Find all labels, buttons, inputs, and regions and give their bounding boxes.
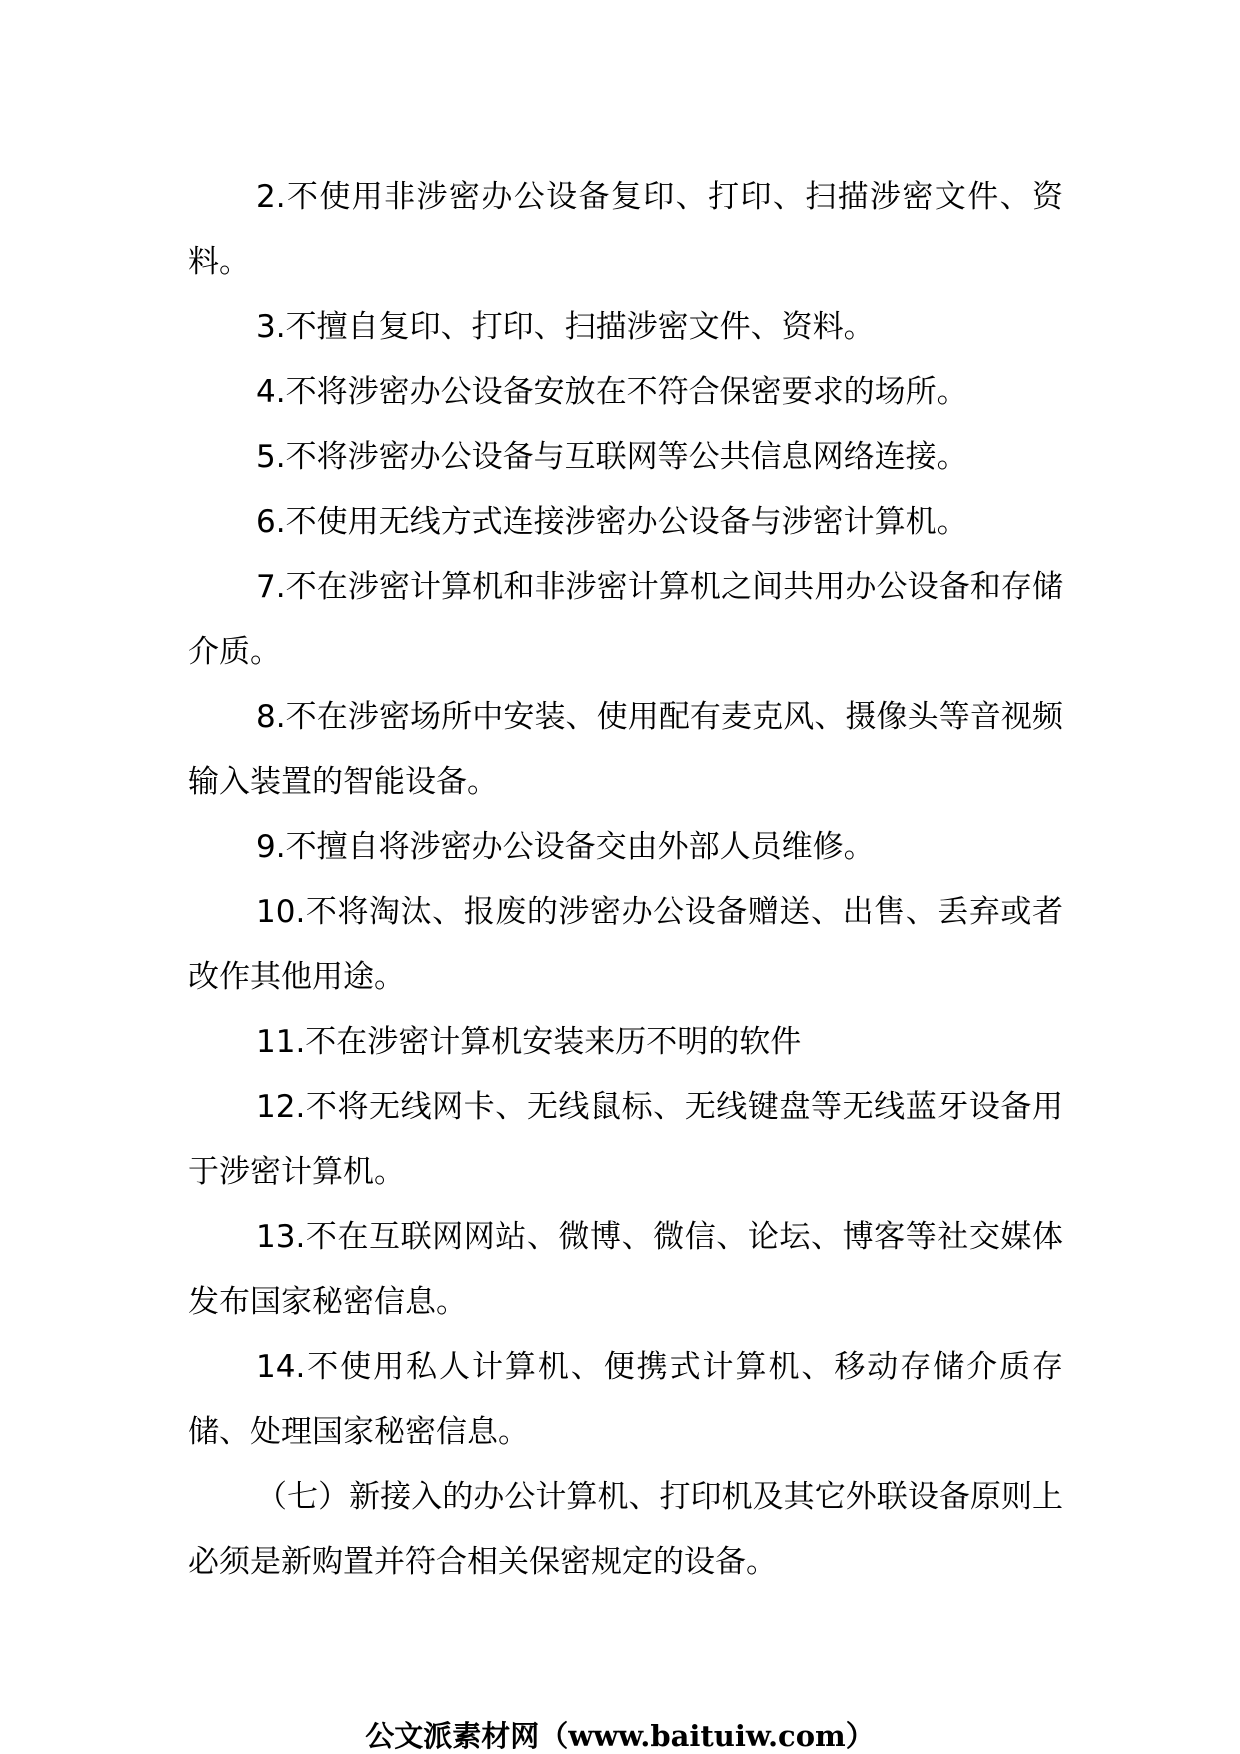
paragraph-item-10: 10.不将淘汰、报废的涉密办公设备赠送、出售、丢弃或者改作其他用途。 <box>188 894 1063 995</box>
paragraph-item-5: 5.不将涉密办公设备与互联网等公共信息网络连接。 <box>256 439 968 475</box>
paragraph-item-13: 13.不在互联网网站、微博、微信、论坛、博客等社交媒体发布国家秘密信息。 <box>188 1219 1063 1320</box>
paragraph-item-8: 8.不在涉密场所中安装、使用配有麦克风、摄像头等音视频输入装置的智能设备。 <box>188 699 1063 800</box>
paragraph-item-7: 7.不在涉密计算机和非涉密计算机之间共用办公设备和存储介质。 <box>188 569 1063 670</box>
paragraph-item-12: 12.不将无线网卡、无线鼠标、无线键盘等无线蓝牙设备用于涉密计算机。 <box>188 1089 1063 1190</box>
document-body <box>188 165 1063 1595</box>
footer-watermark: 公文派素材网（www.baituiw.com） <box>365 1719 875 1753</box>
paragraph-item-6: 6.不使用无线方式连接涉密办公设备与涉密计算机。 <box>256 504 968 540</box>
paragraph-item-14: 14.不使用私人计算机、便携式计算机、移动存储介质存储、处理国家秘密信息。 <box>188 1349 1063 1450</box>
paragraph-item-11: 11.不在涉密计算机安装来历不明的软件 <box>256 1024 802 1060</box>
paragraph-item-9: 9.不擅自将涉密办公设备交由外部人员维修。 <box>256 829 875 865</box>
paragraph-item-2: 2.不使用非涉密办公设备复印、打印、扫描涉密文件、资料。 <box>188 179 1063 280</box>
paragraph-section-7: （七）新接入的办公计算机、打印机及其它外联设备原则上必须是新购置并符合相关保密规定的设备。 <box>188 1479 1063 1580</box>
paragraph-item-4: 4.不将涉密办公设备安放在不符合保密要求的场所。 <box>256 374 968 410</box>
paragraph-item-3: 3.不擅自复印、打印、扫描涉密文件、资料。 <box>256 309 875 345</box>
